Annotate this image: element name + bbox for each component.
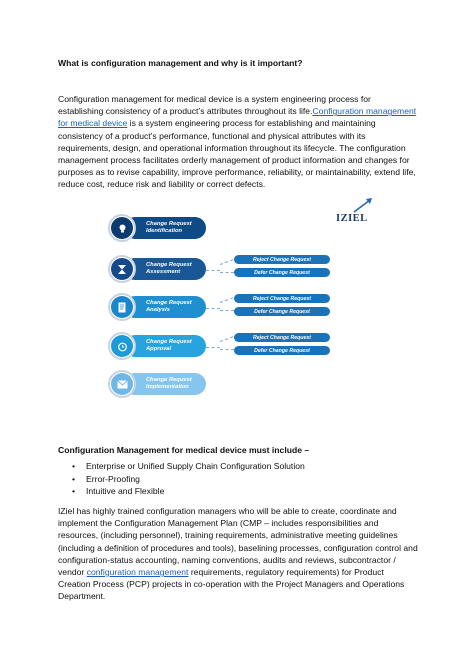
configuration-management-link[interactable]: configuration management	[86, 567, 189, 578]
services-text: IZiel has highly trained configuration managers who will be able to create, coordinate and implement the Configuration Management Plan (CMP – includes responsibilities and resources, (including personnel), training requirements, administrative meeting guidelines (including a definition of procedures and tools), baselining processes, configuration control and configuration-status accounting, naming conventions, audits and reviews, subcontractor / vendor	[58, 506, 418, 578]
list-item: • Enterprise or Unified Supply Chain Configuration Solution	[72, 460, 305, 473]
section-heading-requirements: Configuration Management for medical device must include –	[58, 445, 310, 455]
connector-line	[206, 347, 220, 348]
defer-change-request-pill: Defer Change Request	[234, 307, 330, 316]
section-heading: What is configuration management and why is it important?	[58, 58, 303, 68]
connector-line	[220, 310, 234, 311]
connector-line	[220, 336, 233, 342]
connector-line	[220, 272, 234, 273]
services-paragraph	[58, 505, 418, 603]
list-item: • Intuitive and Flexible	[72, 485, 305, 498]
envelope-icon	[111, 373, 133, 395]
services-text-continued: requirements, regulatory requirements) for Product Creation Process (PCP) projects in co-operation with the Project Managers and Operations Department.	[58, 567, 405, 602]
hourglass-icon	[111, 258, 133, 280]
connector-line	[206, 308, 220, 309]
step-identification	[108, 214, 206, 246]
step-label-line2: Assessment	[146, 269, 181, 275]
intro-paragraph	[58, 93, 418, 191]
document-icon	[111, 296, 133, 318]
config-management-link[interactable]: Configuration management for medical device	[58, 106, 417, 129]
step-implementation	[108, 370, 206, 402]
lightbulb-icon	[111, 217, 133, 239]
connector-line	[220, 259, 233, 265]
change-request-process-diagram	[108, 202, 378, 407]
step-label-line2: Identification	[146, 228, 183, 234]
step-label-line1: Change Request	[146, 262, 192, 269]
step-label-line2: Implementation	[146, 384, 189, 390]
intro-text-continued: is a system engineering process for establishing and maintaining consistency of a product’s performance, functional and physical attributes with its requirements, design, and operational information throughout its lifecycle. The configuration management process facilitates orderly management of product information and changes for purposes as to revise capability, improve performance, reliability, or maintainability, extend life, reduce cost, reduce risk and liability or correct defects.	[58, 118, 416, 190]
defer-change-request-pill: Defer Change Request	[234, 346, 330, 355]
step-label-line1: Change Request	[146, 377, 192, 384]
defer-change-request-pill: Defer Change Request	[234, 268, 330, 277]
logo-text: IZIEL	[336, 213, 368, 224]
step-label-line2: Approval	[146, 346, 172, 352]
step-approval	[108, 332, 206, 364]
connector-line	[220, 349, 234, 350]
reject-change-request-pill: Reject Change Request	[234, 294, 330, 303]
step-label-line1: Change Request	[146, 221, 192, 228]
connector-line	[220, 297, 233, 303]
intro-text: Configuration management for medical device is a system engineering process for establishing consistency of a product’s attributes throughout its life.	[58, 94, 371, 117]
reject-change-request-pill: Reject Change Request	[234, 255, 330, 264]
step-assessment	[108, 255, 206, 287]
requirements-list	[72, 460, 305, 498]
step-label-line1: Change Request	[146, 300, 192, 307]
reject-change-request-pill: Reject Change Request	[234, 333, 330, 342]
step-analysis	[108, 293, 206, 325]
step-label-line1: Change Request	[146, 339, 192, 346]
connector-line	[206, 270, 220, 271]
step-label-line2: Analysis	[146, 307, 170, 313]
list-item: • Error-Proofing	[72, 473, 305, 486]
alarm-clock-icon	[111, 335, 133, 357]
